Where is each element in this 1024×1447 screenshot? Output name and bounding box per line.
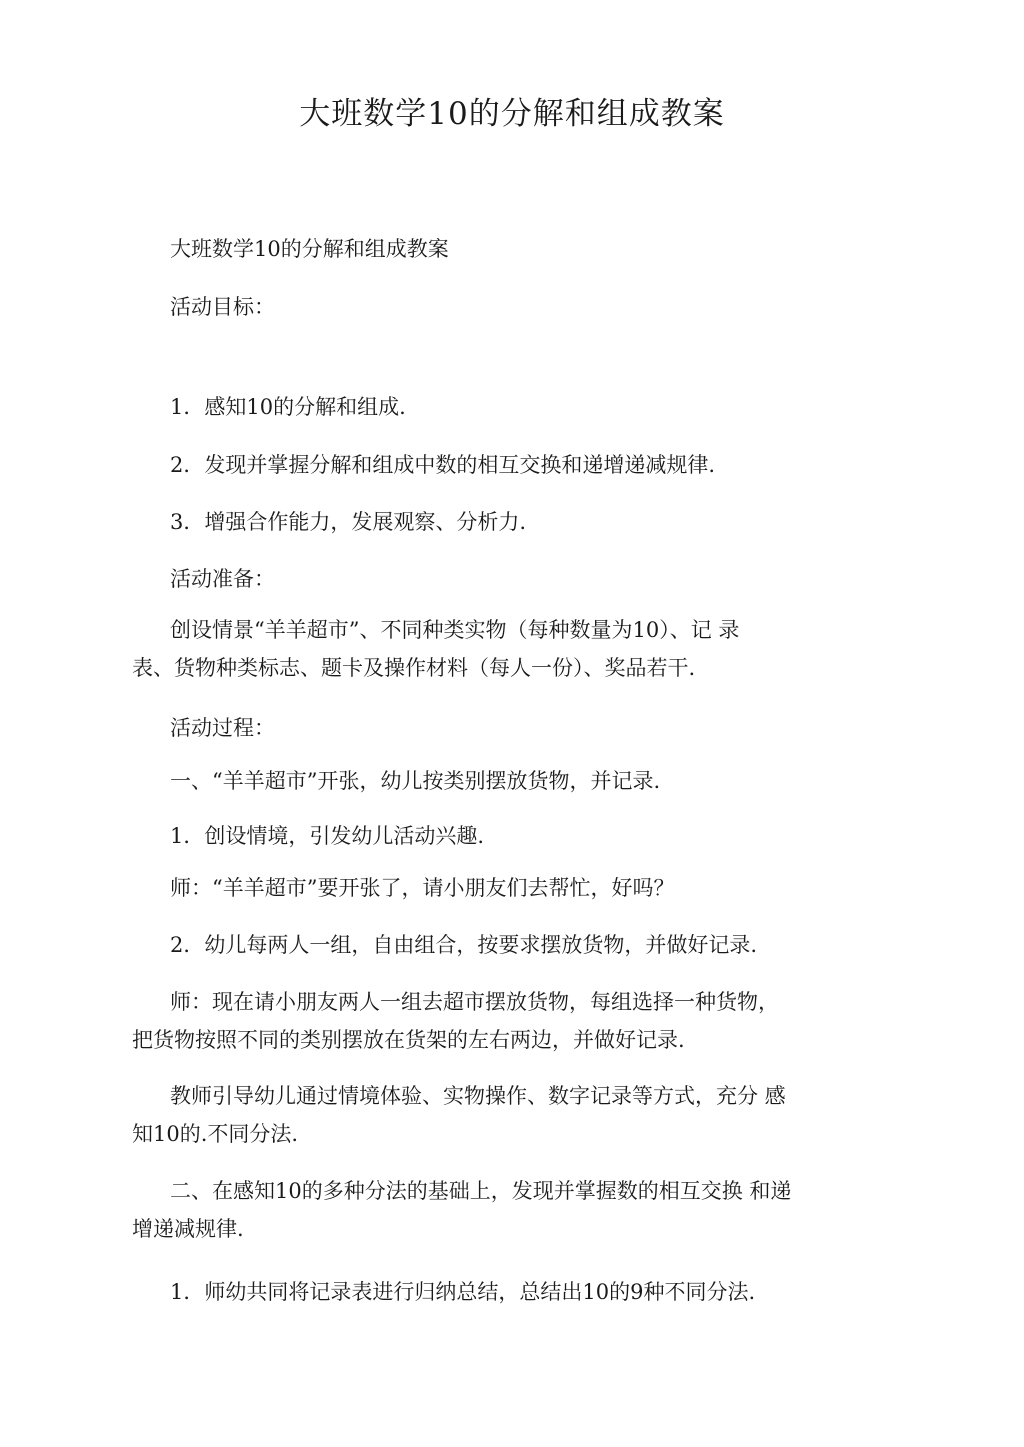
process-substep-1-2 <box>132 926 892 964</box>
process-substep-1-1 <box>132 817 892 855</box>
text-line: 把货物按照不同的类别摆放在货架的左右两边，并做好记录. <box>132 1028 685 1052</box>
text-line: 二、在感知10的多种分法的基础上，发现并掌握数的相互交换 和递 <box>170 1179 792 1203</box>
text-line: 创设情景“羊羊超市”、不同种类实物（每种数量为10）、记 录 <box>170 618 740 642</box>
guidance-paragraph <box>132 1077 892 1153</box>
section-heading-preparation <box>132 560 892 598</box>
preparation-paragraph <box>132 611 892 687</box>
document-title: 大班数学10的分解和组成教案 <box>299 96 725 132</box>
text-line: 增递减规律. <box>132 1217 244 1241</box>
teacher-quote-1 <box>132 869 892 907</box>
goal-item-2 <box>132 446 892 484</box>
text-line: 一、“羊羊超市”开张，幼儿按类别摆放货物，并记录. <box>170 769 661 793</box>
text-line: 3．增强合作能力，发展观察、分析力. <box>170 510 527 534</box>
section-heading-goals <box>132 288 892 326</box>
text-line: 表、货物种类标志、题卡及操作材料（每人一份）、奖品若干. <box>132 656 696 680</box>
text-line: 师：“羊羊超市”要开张了，请小朋友们去帮忙，好吗？ <box>170 876 675 900</box>
text-line: 2．发现并掌握分解和组成中数的相互交换和递增递减规律. <box>170 453 716 477</box>
text-line: 活动准备： <box>170 567 275 591</box>
text-line: 1．感知10的分解和组成. <box>170 395 406 419</box>
process-substep-2-1 <box>132 1273 892 1311</box>
goal-item-3 <box>132 503 892 541</box>
text-line: 师：现在请小朋友两人一组去超市摆放货物，每组选择一种货物， <box>170 990 779 1014</box>
teacher-quote-2 <box>132 983 892 1059</box>
text-line: 1．师幼共同将记录表进行归纳总结，总结出10的9种不同分法. <box>170 1280 756 1304</box>
text-line: 2．幼儿每两人一组，自由组合，按要求摆放货物，并做好记录. <box>170 933 758 957</box>
text-line: 1．创设情境，引发幼儿活动兴趣. <box>170 824 485 848</box>
section-heading-process <box>132 709 892 747</box>
goal-item-1 <box>132 388 892 426</box>
text-line: 教师引导幼儿通过情境体验、实物操作、数字记录等方式，充分 感 <box>170 1084 786 1108</box>
process-step-1 <box>132 762 892 800</box>
text-line: 活动过程： <box>170 716 275 740</box>
text-line: 知10的.不同分法. <box>132 1122 299 1146</box>
text-line: 活动目标： <box>170 295 275 319</box>
subtitle-paragraph <box>132 230 892 268</box>
process-step-2 <box>132 1172 892 1248</box>
text-line: 大班数学10的分解和组成教案 <box>170 237 449 261</box>
